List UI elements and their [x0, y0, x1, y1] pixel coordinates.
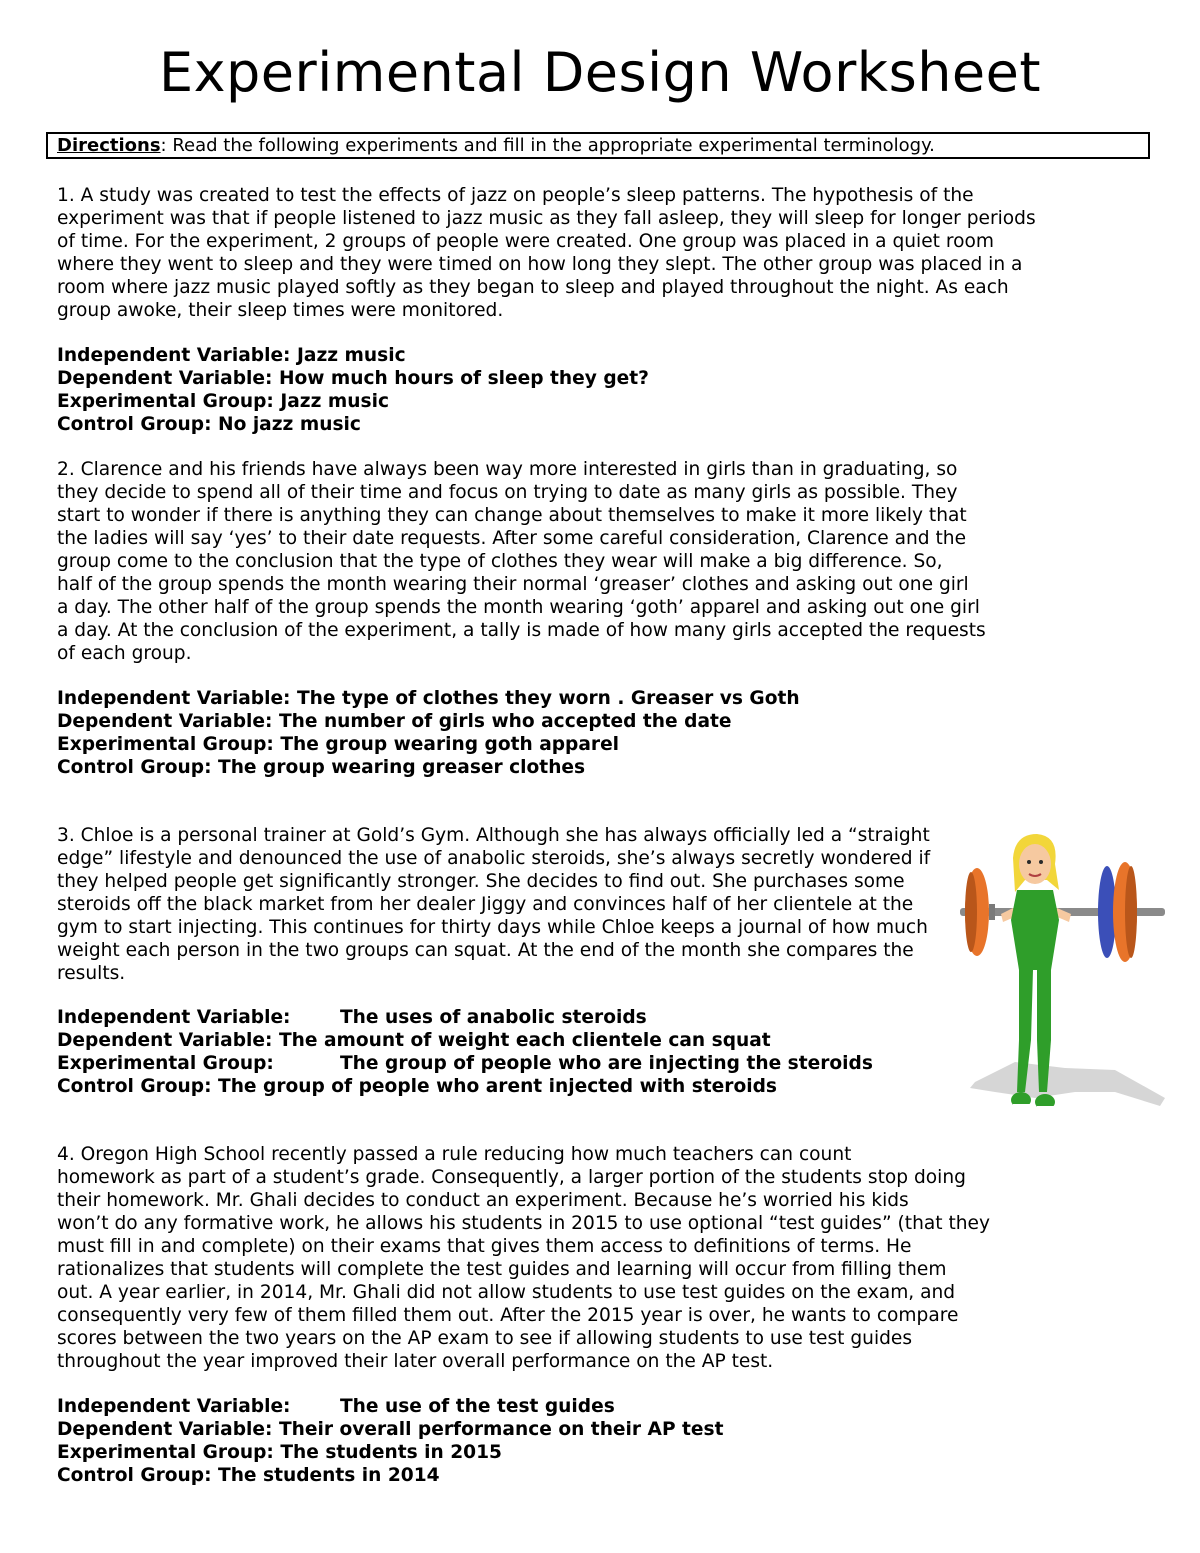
answer-independent — [57, 687, 800, 710]
question-line: throughout the year improved their later overall performance on the AP test. — [57, 1351, 774, 1372]
question-2 — [57, 458, 986, 665]
question-4 — [57, 1143, 990, 1373]
question-3 — [57, 824, 930, 985]
answer-control — [57, 756, 800, 779]
question-line: weight each person in the two groups can squat. At the end of the month she compares the — [57, 940, 914, 961]
question-line: where they went to sleep and they were timed on how long they slept. The other group was placed in a — [57, 254, 1023, 275]
question-line: gym to start injecting. This continues for thirty days while Chloe keeps a journal of how much — [57, 917, 928, 938]
answer-label: Independent Variable: — [57, 1396, 291, 1417]
question-line: of each group. — [57, 643, 192, 664]
question-1 — [57, 184, 1036, 322]
answers-4 — [57, 1395, 724, 1487]
question-line: rationalizes that students will complete the test guides and learning will occur from filling them — [57, 1259, 947, 1280]
question-line: steroids off the black market from her dealer Jiggy and convinces half of her clientele at the — [57, 894, 914, 915]
question-line: 2. Clarence and his friends have always been way more interested in girls than in graduating, so — [57, 459, 958, 480]
question-line: results. — [57, 963, 126, 984]
question-line: must fill in and complete) on their exams that gives them access to definitions of terms. He — [57, 1236, 912, 1257]
answer-value: The group wearing goth apparel — [273, 734, 620, 755]
answer-dependent — [57, 1029, 777, 1052]
question-line: homework as part of a student’s grade. Consequently, a larger portion of the students stop doing — [57, 1167, 966, 1188]
answer-label: Control Group: — [57, 757, 212, 778]
directions-box — [46, 132, 1150, 159]
directions-label: Directions — [57, 135, 161, 156]
face-shape — [1019, 844, 1051, 884]
answer-value: No jazz music — [211, 414, 361, 435]
answer-label: Dependent Variable: — [57, 711, 273, 732]
answer-control — [57, 413, 649, 436]
question-line: half of the group spends the month wearing their normal ‘greaser’ clothes and asking out one girl — [57, 574, 969, 595]
answer-value: Their overall performance on their AP test — [272, 1419, 724, 1440]
answer-independent — [57, 1395, 724, 1418]
question-line: group come to the conclusion that the type of clothes they wear will make a big difference. So, — [57, 551, 943, 572]
answer-experimental — [57, 1052, 873, 1075]
answer-label: Experimental Group: — [57, 1053, 274, 1074]
answer-value: The number of girls who accepted the date — [272, 711, 732, 732]
answer-dependent — [57, 367, 649, 390]
answers-3 — [57, 1006, 873, 1098]
answer-label: Control Group: — [57, 414, 212, 435]
page-title: Experimental Design Worksheet — [158, 41, 1042, 104]
answer-label: Experimental Group: — [57, 734, 274, 755]
answers-2 — [57, 687, 800, 779]
answer-dependent — [57, 1418, 724, 1441]
question-line: of time. For the experiment, 2 groups of people were created. One group was placed in a quiet room — [57, 231, 994, 252]
answer-value: The group of people who arent injected with steroids — [211, 1076, 777, 1097]
answer-label: Independent Variable: — [57, 345, 291, 366]
answer-label: Experimental Group: — [57, 1442, 274, 1463]
question-line: a day. The other half of the group spends the month wearing ‘goth’ apparel and asking out one girl — [57, 597, 980, 618]
answer-value: Jazz music — [290, 345, 406, 366]
answer-value: The group wearing greaser clothes — [211, 757, 586, 778]
outfit-shape — [1011, 890, 1059, 970]
answer-label: Control Group: — [57, 1076, 212, 1097]
answer-value: The use of the test guides — [340, 1396, 615, 1417]
question-line: the ladies will say ‘yes’ to their date requests. After some careful consideration, Clarence and the — [57, 528, 967, 549]
answer-value: Jazz music — [273, 391, 389, 412]
question-line: their homework. Mr. Ghali decides to conduct an experiment. Because he’s worried his kids — [57, 1190, 909, 1211]
answer-label: Dependent Variable: — [57, 1030, 273, 1051]
answer-value: The amount of weight each clientele can squat — [272, 1030, 771, 1051]
answers-1 — [57, 344, 649, 436]
question-line: consequently very few of them filled them out. After the 2015 year is over, he wants to compare — [57, 1305, 959, 1326]
answer-value: The uses of anabolic steroids — [340, 1007, 647, 1028]
answer-label: Control Group: — [57, 1465, 212, 1486]
question-line: start to wonder if there is anything they can change about themselves to make it more likely that — [57, 505, 967, 526]
answer-control — [57, 1464, 724, 1487]
question-line: experiment was that if people listened to jazz music as they fall asleep, they will sleep for longer periods — [57, 208, 1036, 229]
answer-label: Dependent Variable: — [57, 368, 273, 389]
answer-value: The type of clothes they worn . Greaser vs Goth — [290, 688, 800, 709]
answer-value: How much hours of sleep they get? — [272, 368, 649, 389]
question-line: a day. At the conclusion of the experiment, a tally is made of how many girls accepted the requests — [57, 620, 986, 641]
question-line: room where jazz music played softly as they began to sleep and played throughout the night. As each — [57, 277, 1009, 298]
answer-label: Independent Variable: — [57, 688, 291, 709]
answer-independent — [57, 1006, 777, 1029]
question-line: out. A year earlier, in 2014, Mr. Ghali did not allow students to use test guides on the exam, and — [57, 1282, 956, 1303]
directions-text: : Read the following experiments and fill in the appropriate experimental terminology. — [160, 135, 935, 156]
answer-label: Experimental Group: — [57, 391, 274, 412]
answer-value: The group of people who are injecting the steroids — [340, 1053, 873, 1074]
answer-independent — [57, 344, 649, 367]
answer-label: Independent Variable: — [57, 1007, 291, 1028]
question-line: scores between the two years on the AP exam to see if allowing students to use test guides — [57, 1328, 913, 1349]
answer-experimental — [57, 733, 800, 756]
answer-experimental — [57, 1441, 724, 1464]
question-line: they decide to spend all of their time and focus on trying to date as many girls as possible. They — [57, 482, 958, 503]
question-line: 3. Chloe is a personal trainer at Gold’s Gym. Although she has always officially led a “straight — [57, 825, 930, 846]
answer-control — [57, 1075, 777, 1098]
weightlifter-illustration — [955, 830, 1175, 1140]
question-line: 1. A study was created to test the effects of jazz on people’s sleep patterns. The hypothesis of the — [57, 185, 974, 206]
answer-label: Dependent Variable: — [57, 1419, 273, 1440]
question-line: won’t do any formative work, he allows his students in 2015 to use optional “test guides” (that they — [57, 1213, 990, 1234]
question-line: edge” lifestyle and denounced the use of anabolic steroids, she’s always secretly wondered if — [57, 848, 931, 869]
answer-experimental — [57, 390, 649, 413]
question-line: group awoke, their sleep times were monitored. — [57, 300, 504, 321]
answer-value: The students in 2014 — [211, 1465, 440, 1486]
answer-dependent — [57, 710, 800, 733]
shadow-shape — [970, 1062, 1165, 1106]
question-line: 4. Oregon High School recently passed a rule reducing how much teachers can count — [57, 1144, 852, 1165]
question-line: they helped people get significantly stronger. She decides to find out. She purchases some — [57, 871, 905, 892]
answer-value: The students in 2015 — [273, 1442, 502, 1463]
